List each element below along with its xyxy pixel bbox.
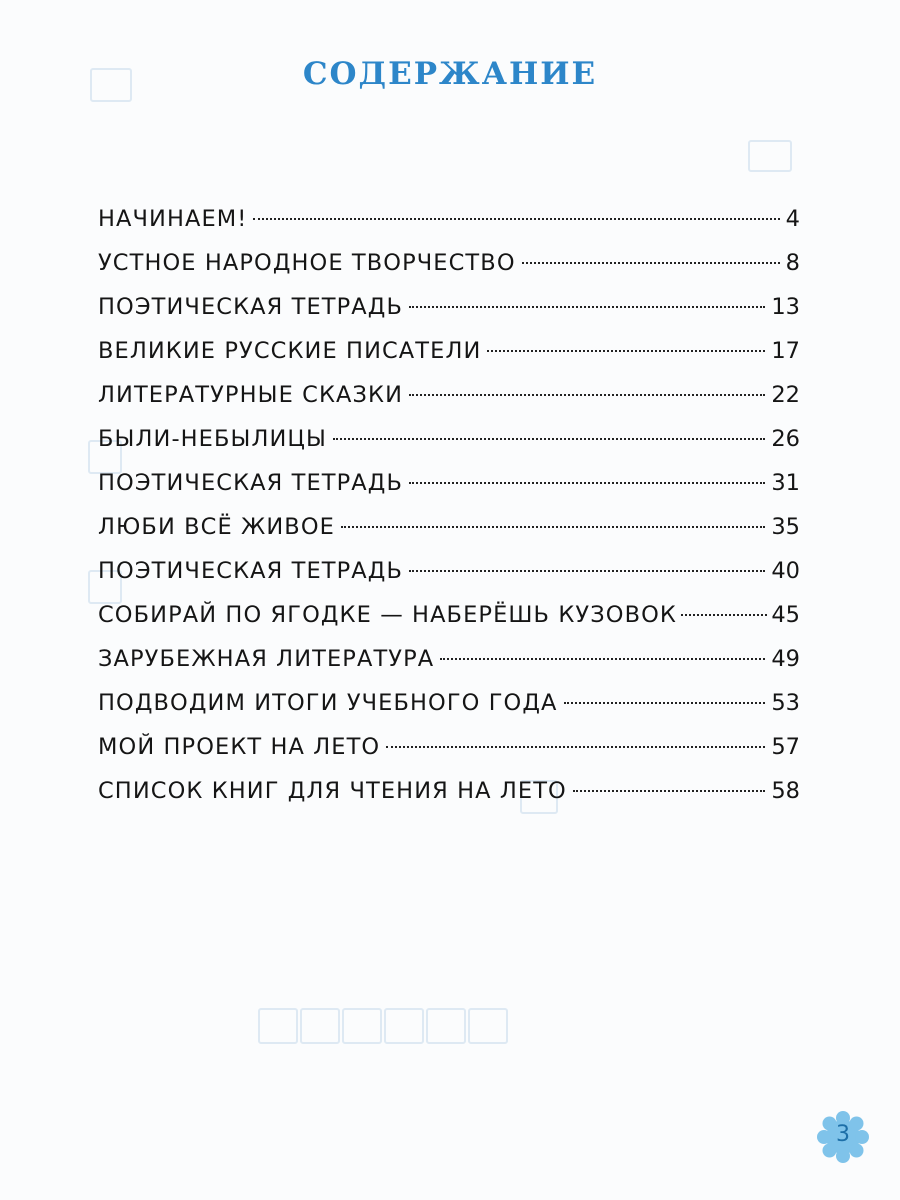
toc-leader-dots xyxy=(341,526,765,528)
toc-entry-label: ВЕЛИКИЕ РУССКИЕ ПИСАТЕЛИ xyxy=(98,338,482,364)
toc-entry-label: ПОЭТИЧЕСКАЯ ТЕТРАДЬ xyxy=(98,558,403,584)
page-title: СОДЕРЖАНИЕ xyxy=(302,56,598,92)
toc-leader-dots xyxy=(409,570,765,572)
toc-leader-dots xyxy=(253,218,779,220)
toc-entry-page: 53 xyxy=(771,690,800,716)
toc-leader-dots xyxy=(333,438,765,440)
toc-entry-page: 26 xyxy=(771,426,800,452)
toc-entry-page: 4 xyxy=(785,206,800,232)
toc-entry-page: 57 xyxy=(771,734,800,760)
toc-entry-page: 58 xyxy=(771,778,800,804)
toc-leader-dots xyxy=(681,614,767,616)
toc-entry-label: НАЧИНАЕМ! xyxy=(98,206,248,232)
toc-entry-label: СОБИРАЙ ПО ЯГОДКЕ — НАБЕРЁШЬ КУЗОВОК xyxy=(98,602,677,628)
toc-entry[interactable] xyxy=(98,426,800,460)
toc-leader-dots xyxy=(409,482,765,484)
toc-entry[interactable] xyxy=(98,514,800,548)
toc-entry-label: МОЙ ПРОЕКТ НА ЛЕТО xyxy=(98,734,381,760)
toc-leader-dots xyxy=(409,394,765,396)
toc-leader-dots xyxy=(487,350,765,352)
toc-entry-page: 8 xyxy=(785,250,800,276)
toc-entry-page: 13 xyxy=(771,294,800,320)
toc-leader-dots xyxy=(522,262,780,264)
page-number-badge xyxy=(816,1110,870,1164)
toc-entry[interactable] xyxy=(98,646,800,680)
toc-entry-label: ПОЭТИЧЕСКАЯ ТЕТРАДЬ xyxy=(98,470,403,496)
toc-entry[interactable] xyxy=(98,338,800,372)
toc-entry[interactable] xyxy=(98,602,800,636)
toc-entry-page: 49 xyxy=(771,646,800,672)
toc-leader-dots xyxy=(409,306,765,308)
toc-entry-page: 31 xyxy=(771,470,800,496)
toc-entry-page: 35 xyxy=(771,514,800,540)
toc-entry-label: СПИСОК КНИГ ДЛЯ ЧТЕНИЯ НА ЛЕТО xyxy=(98,778,567,804)
toc-entry[interactable] xyxy=(98,206,800,240)
toc-entry-label: ЛИТЕРАТУРНЫЕ СКАЗКИ xyxy=(98,382,404,408)
toc-entry[interactable] xyxy=(98,294,800,328)
toc-entry-label: ЛЮБИ ВСЁ ЖИВОЕ xyxy=(98,514,335,540)
toc-leader-dots xyxy=(440,658,765,660)
toc-entry-page: 45 xyxy=(771,602,800,628)
toc-entry-page: 22 xyxy=(771,382,800,408)
toc-entry[interactable] xyxy=(98,470,800,504)
toc-entry[interactable] xyxy=(98,734,800,768)
toc-entry[interactable] xyxy=(98,382,800,416)
toc-leader-dots xyxy=(564,702,766,704)
toc-entry[interactable] xyxy=(98,250,800,284)
toc-leader-dots xyxy=(573,790,765,792)
toc-entry[interactable] xyxy=(98,558,800,592)
toc-entry[interactable] xyxy=(98,778,800,812)
toc-entry[interactable] xyxy=(98,690,800,724)
toc-entry-page: 17 xyxy=(771,338,800,364)
toc-entry-label: ПОЭТИЧЕСКАЯ ТЕТРАДЬ xyxy=(98,294,403,320)
toc-entry-page: 40 xyxy=(771,558,800,584)
toc-entry-label: ЗАРУБЕЖНАЯ ЛИТЕРАТУРА xyxy=(98,646,435,672)
toc-entry-label: БЫЛИ-НЕБЫЛИЦЫ xyxy=(98,426,327,452)
toc-entry-label: ПОДВОДИМ ИТОГИ УЧЕБНОГО ГОДА xyxy=(98,690,558,716)
toc-leader-dots xyxy=(386,746,765,748)
toc-entry-label: УСТНОЕ НАРОДНОЕ ТВОРЧЕСТВО xyxy=(98,250,516,276)
page-number: 3 xyxy=(836,1122,850,1147)
